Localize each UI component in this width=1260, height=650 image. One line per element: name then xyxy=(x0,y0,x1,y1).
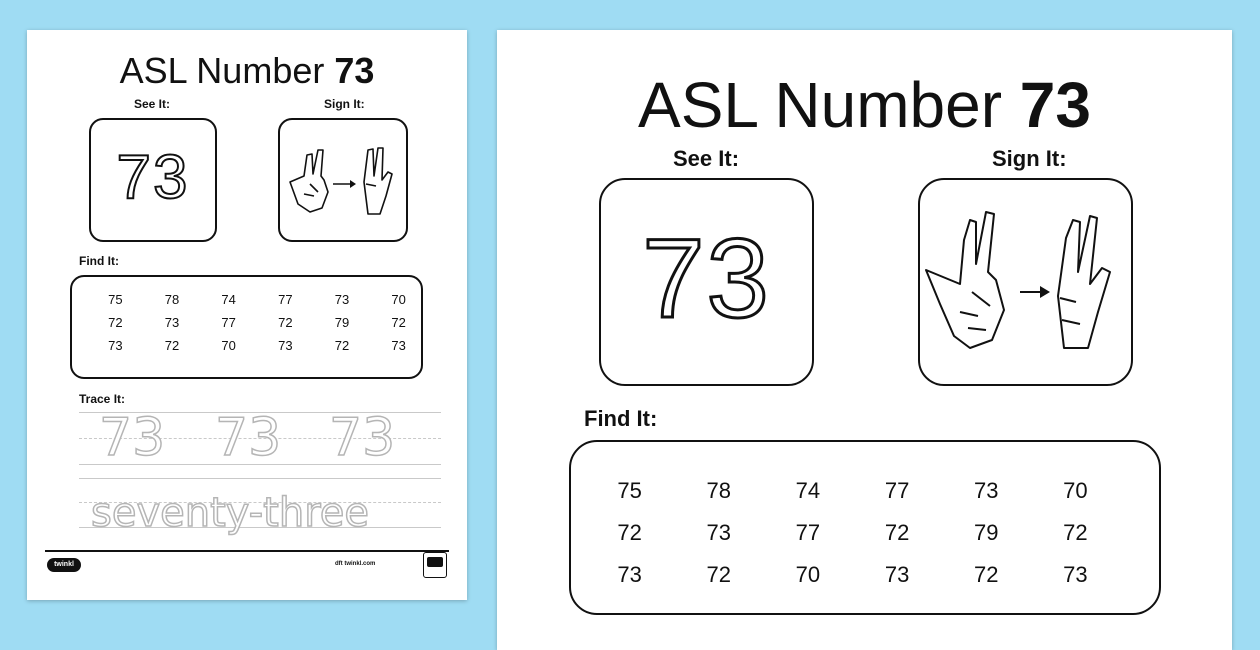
find-it-label: Find It: xyxy=(79,254,119,268)
asl-hands-icon xyxy=(280,120,406,240)
trace-words: seventy-three xyxy=(91,490,369,536)
page-title: ASL Number 73 xyxy=(119,50,375,91)
worksheet-zoomed xyxy=(497,30,1232,650)
grid-cell: 77 xyxy=(221,315,236,330)
grid-cell: 73 xyxy=(108,338,123,353)
grid-cell: 72 xyxy=(164,338,180,353)
site-url: dft twinkl.com xyxy=(335,561,376,567)
grid-cell: 77 xyxy=(795,520,821,545)
grid-cell: 70 xyxy=(1063,478,1088,503)
trace-guide-line xyxy=(79,478,441,479)
grid-cell: 73 xyxy=(391,338,406,353)
grid-cell: 70 xyxy=(795,562,821,587)
grid-cell: 75 xyxy=(108,292,123,307)
grid-cell: 73 xyxy=(1063,562,1088,587)
grid-cell: 72 xyxy=(617,520,642,545)
grid-cell: 72 xyxy=(706,562,731,587)
grid-cell: 72 xyxy=(334,338,350,353)
grid-cell: 78 xyxy=(706,478,731,503)
grid-cell: 72 xyxy=(974,562,999,587)
trace-it-label: Trace It: xyxy=(79,392,126,406)
grid-cell: 73 xyxy=(334,292,350,307)
grid-cell: 72 xyxy=(391,315,406,330)
grid-cell: 77 xyxy=(278,292,293,307)
grid-cell: 72 xyxy=(278,315,293,330)
page-title-large: ASL Number 73 xyxy=(638,69,1091,141)
see-it-label: See It: xyxy=(673,146,740,171)
asl-hands-icon xyxy=(920,180,1131,384)
number-outline: 73 xyxy=(116,143,190,212)
grid-cell: 73 xyxy=(617,562,642,587)
grid-cell: 79 xyxy=(974,520,999,545)
grid-cell: 75 xyxy=(617,478,642,503)
see-it-box xyxy=(89,118,217,242)
sign-it-box xyxy=(918,178,1133,386)
grid-cell: 72 xyxy=(108,315,123,330)
grid-cell: 72 xyxy=(1063,520,1088,545)
grid-cell: 79 xyxy=(334,315,350,330)
sign-it-box xyxy=(278,118,408,242)
trace-number: 73 xyxy=(329,408,396,468)
twinkl-logo: twinkl xyxy=(47,558,81,572)
number-outline: 73 xyxy=(642,216,771,341)
sign-it-label: Sign It: xyxy=(992,146,1067,171)
trace-number: 73 xyxy=(99,408,166,468)
grid-cell: 70 xyxy=(221,338,236,353)
grid-cell: 73 xyxy=(974,478,999,503)
worksheet-thumbnail xyxy=(27,30,467,600)
grid-cell: 70 xyxy=(391,292,406,307)
grid-cell: 78 xyxy=(164,292,180,307)
find-it-grid-small xyxy=(87,292,427,353)
grid-cell: 77 xyxy=(884,478,910,503)
grid-cell: 74 xyxy=(221,292,236,307)
grid-cell: 73 xyxy=(706,520,731,545)
find-it-label: Find It: xyxy=(584,406,658,431)
grid-cell: 72 xyxy=(884,520,910,545)
badge-icon xyxy=(423,552,447,578)
trace-number: 73 xyxy=(215,408,282,468)
grid-cell: 73 xyxy=(884,562,910,587)
see-it-label: See It: xyxy=(134,97,171,111)
find-it-grid-large xyxy=(585,478,1120,588)
sign-it-label: Sign It: xyxy=(324,97,365,111)
grid-cell: 73 xyxy=(278,338,293,353)
see-it-box xyxy=(599,178,814,386)
footer-divider xyxy=(45,550,449,552)
grid-cell: 74 xyxy=(795,478,821,503)
grid-cell: 73 xyxy=(164,315,180,330)
